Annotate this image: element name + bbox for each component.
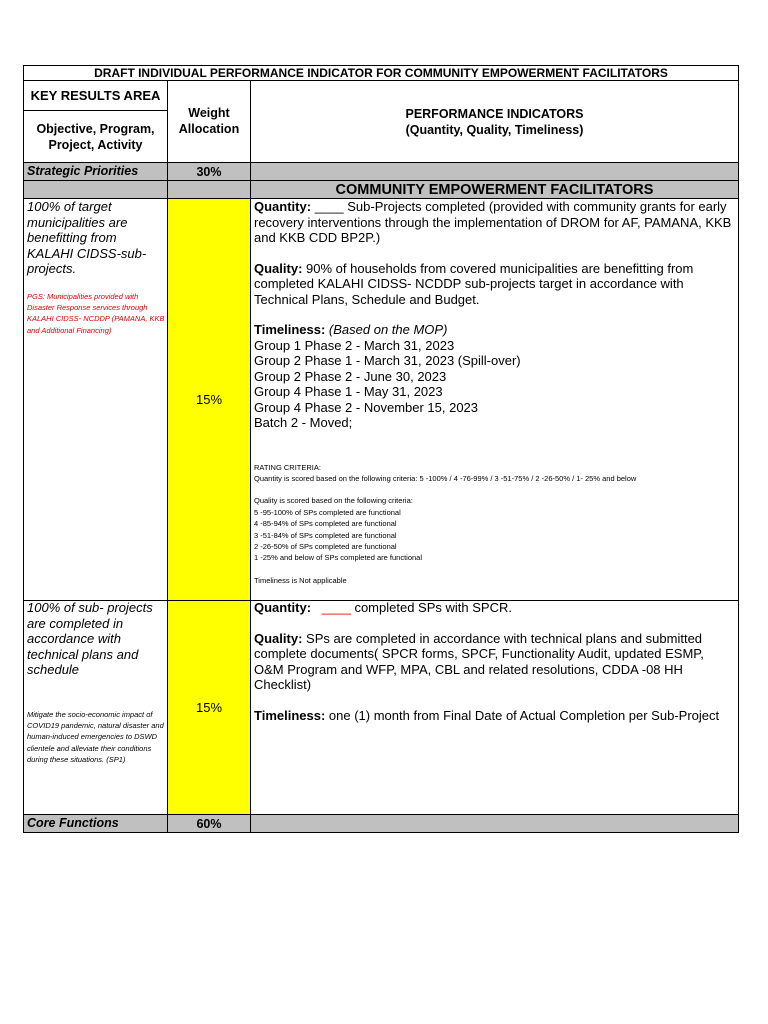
document-title: DRAFT INDIVIDUAL PERFORMANCE INDICATOR FOR COMMUNITY EMPOWERMENT FACILITATORS [94,66,668,80]
row2-indicators-cell [254,600,736,723]
rating-criteria-title: RATING CRITERIA: [254,462,321,472]
border-right [738,65,739,833]
col-line-1 [167,80,168,833]
rating-quantity-criteria: Quantity is scored based on the following criteria: 5 -100% / 4 -76-99% / 3 -51-75% / 2 -26-50% / 1- 25% and below [254,473,637,483]
row1-quality-label: Quality: [254,260,303,276]
quality-criteria-item: 1 -25% and below of SPs completed are functional [254,553,423,563]
row2-quantity-label: Quantity: [254,600,312,615]
objective-header: Objective, Program, Project, Activity [36,121,155,152]
performance-indicators-header [251,81,738,162]
row2-weight: 15% [195,699,223,715]
strategic-weight: 30% [196,164,222,179]
row1-quality-text: 90% of households from covered municipalities are benefitting from completed KALAHI CIDSS- NCDDP sub-projects target in accordance with Technical Plans, Schedule and Budget. [254,260,694,307]
row2-objective-text: 100% of sub- projects are completed in accordance with technical plans and schedule [27,600,153,677]
row2-timeliness [254,708,736,724]
quality-criteria-title: Quality is scored based on the following criteria: [254,496,413,506]
pi-header-line2: (Quantity, Quality, Timeliness) [405,122,584,137]
quality-criteria-item: 4 -85-94% of SPs completed are functional [254,519,397,529]
weight-header: Weight Allocation [178,106,240,136]
row1-quantity-label: Quantity: [254,199,312,214]
row1-pgs-note: PGS: Municipalities provided with Disaster Response services through KALAHI CIDSS- NCDDP (PAMANA, KKB and Additional Financing) [27,291,165,335]
kra-header: KEY RESULTS AREA [30,88,161,103]
schedule-item: Group 1 Phase 2 - March 31, 2023 [254,337,455,353]
strategic-priorities-label: Strategic Priorities [27,164,139,178]
row1-timeliness-note: (Based on the MOP) [328,322,448,337]
row2-quantity [254,600,736,616]
row2-quality-label: Quality: [254,630,303,646]
border-left [23,65,24,833]
core-functions-label: Core Functions [27,816,119,830]
row2-quality [254,631,736,693]
row1-timeliness [254,322,736,338]
row2-timeliness-text: one (1) month from Final Date of Actual Completion per Sub-Project [328,707,720,723]
row2-quantity-blank: ____ [321,600,351,615]
quality-criteria-item: 2 -26-50% of SPs completed are functional [254,541,397,551]
schedule-item: Group 4 Phase 1 - May 31, 2023 [254,384,443,399]
row2-quantity-text: completed SPs with SPCR. [354,600,512,615]
row1-indicators-cell [254,199,736,586]
row2-quality-text: SPs are completed in accordance with technical plans and submitted complete documents( SPCR forms, SPCF, Functionality Audit, updated ESMP, O&M Program and WFP, MPA, CBL and related resolutions, CDDA -08 HH Checklist) [254,630,704,692]
section-title: COMMUNITY EMPOWERMENT FACILITATORS [335,181,654,198]
schedule-item: Group 2 Phase 1 - March 31, 2023 (Spill-over) [254,353,521,368]
row1-timeliness-label: Timeliness: [254,322,326,337]
quality-criteria-item: 5 -95-100% of SPs completed are functional [254,507,401,517]
quality-criteria-item: 3 -51-84% of SPs completed are functional [254,530,397,540]
schedule-item: Group 2 Phase 2 - June 30, 2023 [254,368,447,384]
row1-objective-text: 100% of target municipalities are benefitting from KALAHI CIDSS-sub-projects. [27,199,147,276]
row1-weight: 15% [195,391,223,407]
row1-quantity-blank: ____ [314,199,344,214]
strategic-pi-fill [251,163,739,180]
row2-timeliness-label: Timeliness: [254,707,326,723]
pi-header-line1: PERFORMANCE INDICATORS [405,106,584,121]
border-bottom [23,832,739,833]
timeliness-not-applicable: Timeliness is Not applicable [254,575,347,585]
row1-objective-cell [27,199,165,336]
row1-quantity [254,199,736,246]
row1-quantity-text: Sub-Projects completed (provided with community grants for early recovery interventions through the implementation of DROM for AF, PAMANA, KKB and KKB CDD BP2P.) [254,199,732,245]
schedule-item: Group 4 Phase 2 - November 15, 2023 [254,399,479,415]
schedule-item: Batch 2 - Moved; [254,415,353,430]
row2-objective-cell [27,600,165,766]
core-weight: 60% [196,816,222,831]
row2-note: Mitigate the socio-economic impact of COVID19 pandemic, natural disaster and human-induced emergencies to DSWD clientele and alleviate their conditions during these situations. (SP1) [27,709,164,765]
row1-quality [254,261,736,308]
